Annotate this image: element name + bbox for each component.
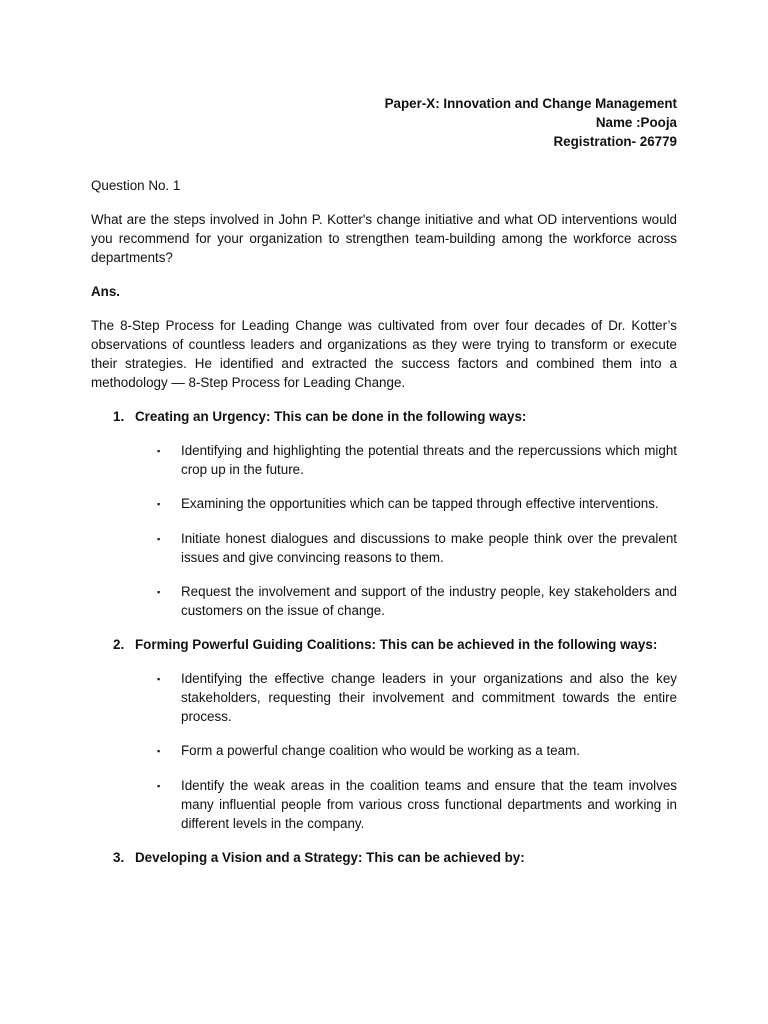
list-item bbox=[157, 494, 677, 514]
step-heading bbox=[113, 848, 677, 867]
step-title: Creating an Urgency: This can be done in the following ways: bbox=[135, 409, 527, 424]
answer-intro: The 8-Step Process for Leading Change was cultivated from over four decades of Dr. Kotter’s observations of countless leaders and organizations as they were trying to transform or execute their strategies. He identified and extracted the success factors and combined them into a methodology — 8-Step Process for Leading Change. bbox=[91, 318, 677, 390]
list-item bbox=[157, 741, 677, 761]
document-header bbox=[91, 94, 677, 151]
step-number: 3. bbox=[113, 850, 125, 865]
bullet-icon: ▪ bbox=[157, 534, 161, 544]
bullet-text: Examining the opportunities which can be tapped through effective interventions. bbox=[181, 496, 659, 511]
list-item bbox=[157, 776, 677, 833]
step-number: 1. bbox=[113, 409, 125, 424]
bullet-text: Initiate honest dialogues and discussions to make people think over the prevalent issues and give convincing reasons to them. bbox=[181, 531, 677, 565]
bullet-list bbox=[91, 669, 677, 833]
step-heading bbox=[113, 407, 677, 426]
bullet-icon: ▪ bbox=[157, 746, 161, 756]
bullet-text: Form a powerful change coalition who would be working as a team. bbox=[181, 743, 580, 758]
bullet-icon: ▪ bbox=[157, 587, 161, 597]
paper-title: Paper-X: Innovation and Change Management bbox=[384, 96, 677, 111]
step-title: Forming Powerful Guiding Coalitions: This can be achieved in the following ways: bbox=[135, 637, 658, 652]
list-item bbox=[157, 441, 677, 479]
bullet-text: Identifying the effective change leaders in your organizations and also the key stakeholders, requesting their involvement and commitment towards the entire process. bbox=[181, 671, 677, 724]
bullet-list bbox=[91, 441, 677, 620]
bullet-text: Request the involvement and support of the industry people, key stakeholders and customers on the issue of change. bbox=[181, 584, 677, 618]
question-number: Question No. 1 bbox=[91, 178, 181, 193]
bullet-icon: ▪ bbox=[157, 446, 161, 456]
bullet-text: Identifying and highlighting the potential threats and the repercussions which might crop up in the future. bbox=[181, 443, 677, 477]
step-heading bbox=[113, 635, 677, 654]
answer-label: Ans. bbox=[91, 284, 121, 299]
list-item bbox=[157, 669, 677, 726]
bullet-icon: ▪ bbox=[157, 781, 161, 791]
list-item bbox=[157, 582, 677, 620]
question-text: What are the steps involved in John P. Kotter's change initiative and what OD interventions would you recommend for your organization to strengthen team-building among the workforce across departments? bbox=[91, 212, 677, 265]
bullet-icon: ▪ bbox=[157, 674, 161, 684]
student-name: Name :Pooja bbox=[595, 115, 677, 130]
bullet-icon: ▪ bbox=[157, 499, 161, 509]
registration-number: Registration- 26779 bbox=[553, 134, 677, 149]
step-number: 2. bbox=[113, 637, 125, 652]
bullet-text: Identify the weak areas in the coalition teams and ensure that the team involves many influential people from various cross functional departments and working in different levels in the company. bbox=[181, 778, 677, 831]
step-title: Developing a Vision and a Strategy: This can be achieved by: bbox=[135, 850, 525, 865]
list-item bbox=[157, 529, 677, 567]
